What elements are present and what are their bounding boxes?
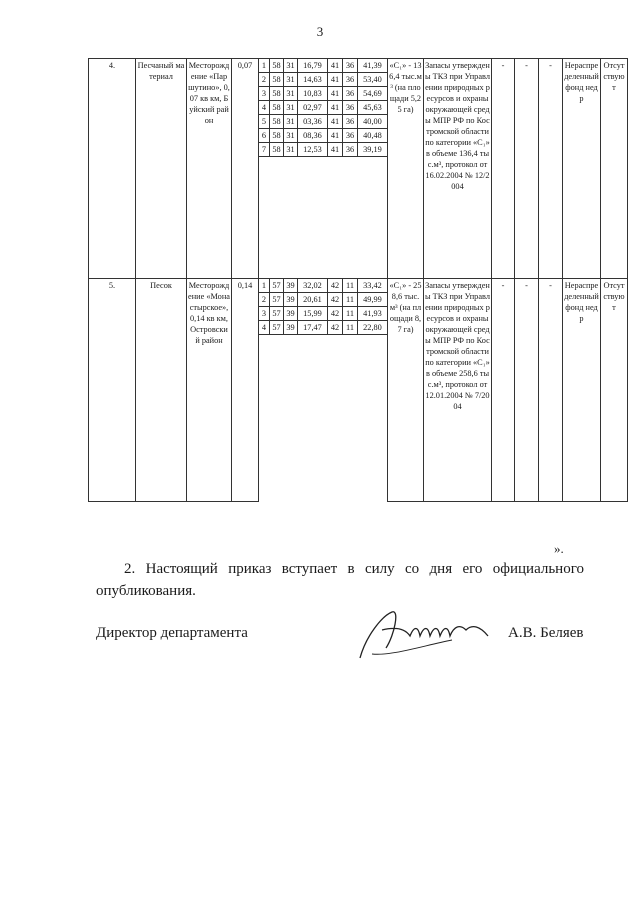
coordinate-cell: 11 xyxy=(343,279,358,293)
coordinate-cell: 58 xyxy=(270,73,284,87)
coordinate-cell: 58 xyxy=(270,115,284,129)
coordinate-cell: 58 xyxy=(270,101,284,115)
deposit-area: 0,07 xyxy=(232,59,259,279)
coordinate-cell: 41 xyxy=(328,59,343,73)
coordinate-cell: 39 xyxy=(284,321,298,335)
handwritten-signature xyxy=(352,596,502,666)
coordinate-cell: 42 xyxy=(328,293,343,307)
coordinate-cell: 31 xyxy=(284,143,298,157)
coordinate-cell: 3 xyxy=(259,87,270,101)
coordinate-cell: 11 xyxy=(343,293,358,307)
reserves-volume: «C₁» - 258,6 тыс. м³ (на площади 8,7 га) xyxy=(388,279,424,502)
dash-cell: - xyxy=(515,279,539,502)
dash-cell: - xyxy=(539,279,563,502)
coordinate-cell: 36 xyxy=(343,59,358,73)
coordinate-cell: 57 xyxy=(270,293,284,307)
coordinate-cell: 53,40 xyxy=(358,73,388,87)
coordinate-cell: 36 xyxy=(343,129,358,143)
coordinate-cell: 54,69 xyxy=(358,87,388,101)
coordinate-cell: 40,00 xyxy=(358,115,388,129)
absence-status: Отсутствуют xyxy=(601,279,628,502)
coordinate-cell: 14,63 xyxy=(298,73,328,87)
coordinate-cell: 58 xyxy=(270,143,284,157)
coordinate-cell: 39 xyxy=(284,279,298,293)
order-paragraph: 2. Настоящий приказ вступает в силу со дня его официального опубликования. xyxy=(96,561,584,599)
coordinate-cell: 12,53 xyxy=(298,143,328,157)
deposit-description: Месторождение «Монастырское», 0,14 кв км, Островский район xyxy=(187,279,232,502)
coordinate-cell: 49,99 xyxy=(358,293,388,307)
fund-status: Нераспределенный фонд недр xyxy=(563,59,601,279)
coordinate-cell: 33,42 xyxy=(358,279,388,293)
coordinate-cell: 42 xyxy=(328,279,343,293)
coordinate-cell: 17,47 xyxy=(298,321,328,335)
coordinate-cell: 40,48 xyxy=(358,129,388,143)
table-row xyxy=(89,279,628,293)
coordinate-cell: 3 xyxy=(259,307,270,321)
coordinate-cell: 31 xyxy=(284,73,298,87)
coordinate-cell: 31 xyxy=(284,129,298,143)
coordinate-cell: 42 xyxy=(328,307,343,321)
coordinate-cell: 31 xyxy=(284,87,298,101)
approval-text: Запасы утверждены ТКЗ при Управлении природных ресурсов и охраны окружающей среды МПР РФ по Костромской области по категории «C₁» в объеме 136,4 тыс.м³, протокол от 16.02.2004 № 12/2004 xyxy=(424,59,492,279)
coordinate-cell: 58 xyxy=(270,87,284,101)
row-number: 4. xyxy=(89,59,136,279)
coordinate-cell: 08,36 xyxy=(298,129,328,143)
dash-cell: - xyxy=(515,59,539,279)
coordinate-cell: 41,39 xyxy=(358,59,388,73)
coordinate-cell: 31 xyxy=(284,115,298,129)
coordinate-cell: 31 xyxy=(284,59,298,73)
coordinate-cell: 6 xyxy=(259,129,270,143)
coordinate-cell: 41 xyxy=(328,73,343,87)
coordinate-cell: 32,02 xyxy=(298,279,328,293)
dash-cell: - xyxy=(539,59,563,279)
coordinate-cell: 10,83 xyxy=(298,87,328,101)
page-number: 3 xyxy=(316,24,324,39)
empty-space xyxy=(259,157,388,279)
coordinate-cell: 39 xyxy=(284,307,298,321)
empty-space xyxy=(259,335,388,502)
coordinate-cell: 58 xyxy=(270,129,284,143)
reserves-volume: «C₁» - 136,4 тыс.м³ (на площади 5,25 га) xyxy=(388,59,424,279)
coordinate-cell: 41 xyxy=(328,101,343,115)
deposits-table xyxy=(88,58,628,502)
coordinate-cell: 11 xyxy=(343,321,358,335)
approval-text: Запасы утверждены ТКЗ при Управлении природных ресурсов и охраны окружающей среды МПР РФ по Костромской области по категории «C₁» в объеме 258,6 тыс.м³, протокол от 12.01.2004 № 7/2004 xyxy=(424,279,492,502)
coordinate-cell: 7 xyxy=(259,143,270,157)
coordinate-cell: 42 xyxy=(328,321,343,335)
coordinate-cell: 22,80 xyxy=(358,321,388,335)
coordinate-cell: 36 xyxy=(343,87,358,101)
material-name: Песчаный материал xyxy=(136,59,187,279)
coordinate-cell: 41,93 xyxy=(358,307,388,321)
dash-cell: - xyxy=(492,279,515,502)
coordinate-cell: 03,36 xyxy=(298,115,328,129)
deposit-description: Месторождение «Паршутино», 0,07 кв км, Буйский район xyxy=(187,59,232,279)
coordinate-cell: 31 xyxy=(284,101,298,115)
coordinate-cell: 39 xyxy=(284,293,298,307)
signatory-name: А.В. Беляев xyxy=(508,625,584,641)
absence-status: Отсутствуют xyxy=(601,59,628,279)
coordinate-cell: 16,79 xyxy=(298,59,328,73)
coordinate-cell: 41 xyxy=(328,129,343,143)
coordinate-cell: 4 xyxy=(259,321,270,335)
coordinate-cell: 2 xyxy=(259,73,270,87)
closing-quote: ». xyxy=(554,541,564,556)
coordinate-cell: 4 xyxy=(259,101,270,115)
coordinate-cell: 36 xyxy=(343,115,358,129)
coordinate-cell: 11 xyxy=(343,307,358,321)
coordinate-cell: 36 xyxy=(343,101,358,115)
coordinate-cell: 58 xyxy=(270,59,284,73)
coordinate-cell: 41 xyxy=(328,115,343,129)
coordinate-cell: 41 xyxy=(328,87,343,101)
row-number: 5. xyxy=(89,279,136,502)
coordinate-cell: 57 xyxy=(270,307,284,321)
coordinate-cell: 02,97 xyxy=(298,101,328,115)
signatory-title: Директор департамента xyxy=(96,625,248,641)
coordinate-cell: 15,99 xyxy=(298,307,328,321)
coordinate-cell: 1 xyxy=(259,279,270,293)
coordinate-cell: 39,19 xyxy=(358,143,388,157)
fund-status: Нераспределенный фонд недр xyxy=(563,279,601,502)
coordinate-cell: 1 xyxy=(259,59,270,73)
coordinate-cell: 45,63 xyxy=(358,101,388,115)
material-name: Песок xyxy=(136,279,187,502)
coordinate-cell: 57 xyxy=(270,279,284,293)
coordinate-cell: 5 xyxy=(259,115,270,129)
coordinate-cell: 20,61 xyxy=(298,293,328,307)
dash-cell: - xyxy=(492,59,515,279)
table-row xyxy=(89,59,628,73)
coordinate-cell: 57 xyxy=(270,321,284,335)
coordinate-cell: 36 xyxy=(343,73,358,87)
deposit-area: 0,14 xyxy=(232,279,259,502)
coordinate-cell: 36 xyxy=(343,143,358,157)
coordinate-cell: 2 xyxy=(259,293,270,307)
coordinate-cell: 41 xyxy=(328,143,343,157)
